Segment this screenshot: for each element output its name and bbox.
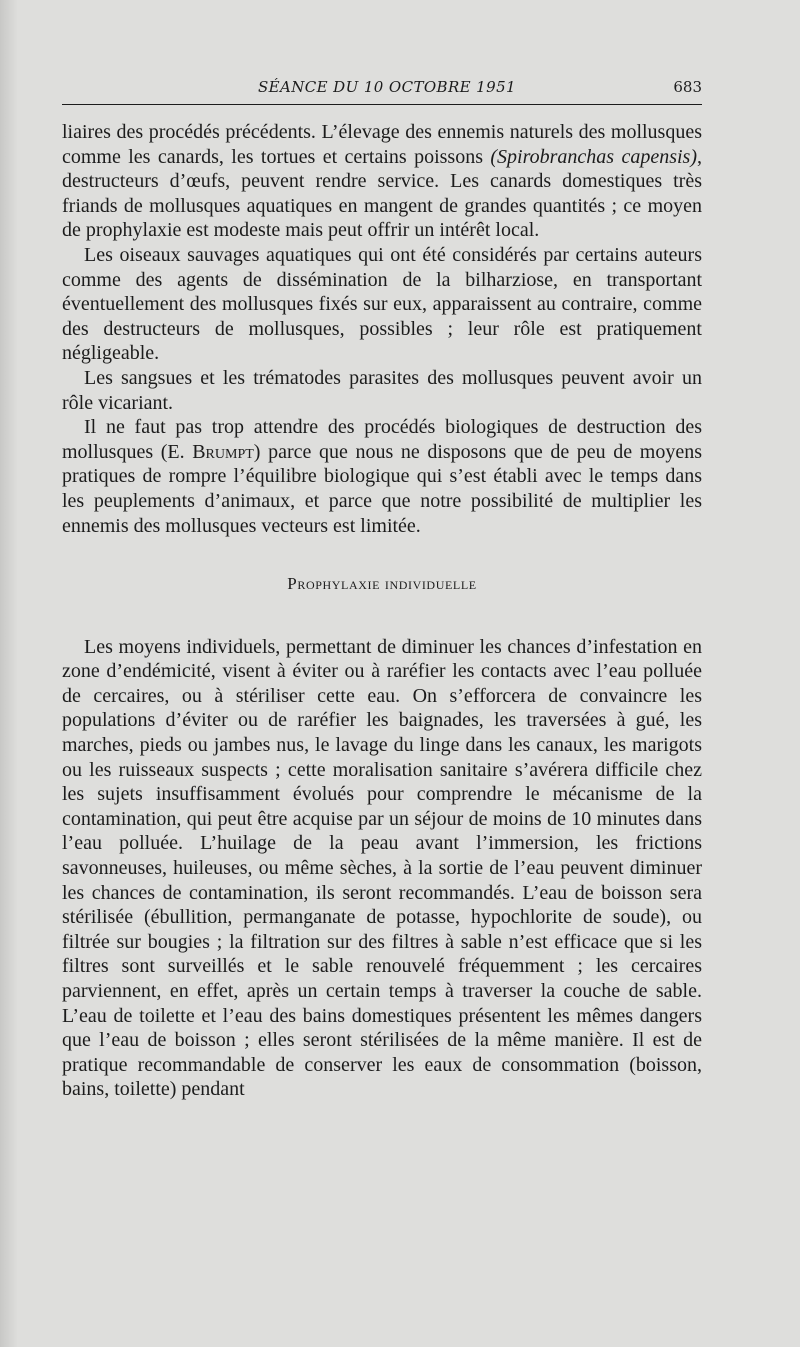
p4-text-start: Il ne faut pas trop attendre des procédés biologiques de destruction des mollusques (E. xyxy=(62,416,702,463)
p1-text-start: liaires des procédés précédents. L’élevage des ennemis naturels des mollusques comme les canards, les tortues et certains poissons xyxy=(62,121,702,168)
paragraph-individual-prophylaxis: Les moyens individuels, permettant de diminuer les chances d’infestation en zone d’endémicité, visent à éviter ou à raréfier les contacts avec l’eau polluée de cercaires, ou à stériliser cette eau. On s’efforcera de convaincre les populations d’éviter ou de raréfier les baignades, les traversées à gué, les marches, pieds ou jambes nus, le lavage du linge dans les canaux, les marigots ou les ruisseaux suspects ; cette moralisation sanitaire s’avérera difficile chez les sujets insuffisamment évolués pour comprendre le mécanisme de la contamination, qui peut être acquise par un séjour de moins de 10 minutes dans l’eau polluée. L’huilage de la peau avant l’immersion, les frictions savonneuses, huileuses, ou même sèches, à la sortie de l’eau peuvent diminuer les chances de contamination, ils seront recommandés. L’eau de boisson sera stérilisée (ébullition, permanganate de potasse, hypochlorite de soude), ou filtrée sur bougies ; la filtration sur des filtres à sable n’est efficace que si les filtres sont surveillés et le sable renouvelé fréquemment ; les cercaires parviennent, en effet, après un certain temps à traverser la couche de sable. L’eau de toilette et l’eau des bains domestiques présentent les mêmes dangers que l’eau de boisson ; elles seront stérilisées de la même manière. Il est de pratique recommandable de conserver les eaux de consommation (boisson, bains, toilette) pendant xyxy=(62,635,702,1101)
paragraph-continuation xyxy=(62,120,702,243)
paragraph-biological-methods xyxy=(62,415,702,538)
p4-text-end: ) parce que nous ne disposons que de peu de moyens pratiques de rompre l’équilibre biologique qui s’est établi avec le temps dans les peuplements d’animaux, et parce que notre possibilité de multiplier les ennemis des mollusques vecteurs est limitée. xyxy=(62,440,702,537)
page-binding-edge xyxy=(0,0,18,1347)
section-heading: Prophylaxie individuelle xyxy=(287,574,477,594)
author-name: Brumpt xyxy=(192,440,254,463)
paragraph-leeches: Les sangsues et les trématodes parasites des mollusques peuvent avoir un rôle vicariant. xyxy=(62,366,702,414)
page-number: 683 xyxy=(673,78,702,96)
paragraph-wild-birds: Les oiseaux sauvages aquatiques qui ont été considérés par certains auteurs comme des agents de dissémination de la bilharziose, en transportant éventuellement des mollusques fixés sur eux, apparaissent au contraire, comme des destructeurs de mollusques, possibles ; leur rôle est pratiquement négligeable. xyxy=(62,243,702,365)
page-header xyxy=(62,74,702,104)
header-rule xyxy=(62,104,702,105)
p1-text-end: , destructeurs d’œufs, peuvent rendre service. Les canards domestiques très friands de mollusques aquatiques en mangent de grandes quantités ; ce moyen de prophylaxie est modeste mais peut offrir un intérêt local. xyxy=(62,145,702,242)
running-head: SÉANCE DU 10 OCTOBRE 1951 xyxy=(258,78,516,96)
body-text xyxy=(62,120,702,1102)
species-name: (Spirobranchas capensis) xyxy=(490,145,697,168)
